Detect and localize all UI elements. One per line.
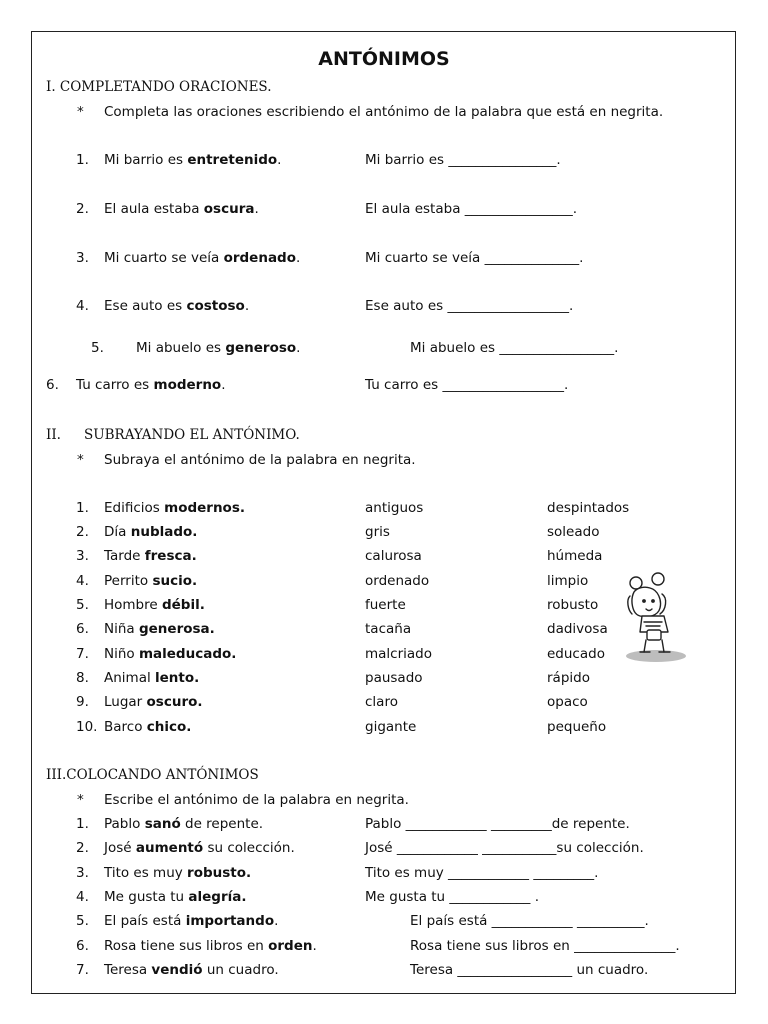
s2-item-word: Tarde fresca.: [104, 548, 197, 564]
s3-item-num: 1.: [76, 816, 89, 832]
s3-item-sentence: Me gusta tu alegría.: [104, 889, 247, 905]
s3-item-answer: José ____________ ___________su colección.: [365, 840, 644, 856]
section3-instruction: Escribe el antónimo de la palabra en negrita.: [104, 792, 409, 808]
s2-option-b[interactable]: pequeño: [547, 719, 607, 735]
s2-item-word: Hombre débil.: [104, 597, 205, 613]
s1-item-sentence: Mi abuelo es generoso.: [136, 340, 301, 356]
s1-item-answer: Mi barrio es ________________.: [365, 152, 561, 168]
s3-item-sentence: José aumentó su colección.: [104, 840, 295, 856]
s2-item-num: 10.: [76, 719, 98, 735]
s2-option-a[interactable]: fuerte: [365, 597, 406, 613]
s2-item-word: Edificios modernos.: [104, 500, 245, 516]
s2-option-a[interactable]: malcriado: [365, 646, 432, 662]
s1-item-answer: Ese auto es __________________.: [365, 298, 574, 314]
section2-heading: SUBRAYANDO EL ANTÓNIMO.: [84, 427, 300, 443]
s2-item-word: Lugar oscuro.: [104, 694, 203, 710]
section1-heading: I. COMPLETANDO ORACIONES.: [46, 79, 272, 95]
s1-item-answer: El aula estaba ________________.: [365, 201, 578, 217]
section2-star: *: [77, 452, 84, 468]
s3-item-sentence: Pablo sanó de repente.: [104, 816, 264, 832]
s3-item-num: 6.: [76, 938, 89, 954]
s2-option-a[interactable]: antiguos: [365, 500, 424, 516]
s2-option-a[interactable]: tacaña: [365, 621, 412, 637]
s3-item-answer: Teresa _________________ un cuadro.: [410, 962, 649, 978]
s2-option-b[interactable]: despintados: [547, 500, 630, 516]
section1-star: *: [77, 104, 84, 120]
s2-item-word: Niño maleducado.: [104, 646, 237, 662]
s2-item-word: Día nublado.: [104, 524, 198, 540]
s2-item-num: 8.: [76, 670, 89, 686]
section1-instruction: Completa las oraciones escribiendo el antónimo de la palabra que está en negrita.: [104, 104, 664, 120]
s2-option-a[interactable]: calurosa: [365, 548, 422, 564]
s3-item-answer: Rosa tiene sus libros en _______________.: [410, 938, 680, 954]
s3-item-sentence: Teresa vendió un cuadro.: [104, 962, 279, 978]
s1-item-num: 6.: [46, 377, 59, 393]
s2-item-word: Barco chico.: [104, 719, 192, 735]
s2-option-b[interactable]: opaco: [547, 694, 588, 710]
s2-option-b[interactable]: húmeda: [547, 548, 603, 564]
s1-item-num: 3.: [76, 250, 89, 266]
s3-item-num: 2.: [76, 840, 89, 856]
s2-option-a[interactable]: pausado: [365, 670, 423, 686]
s3-item-answer: Tito es muy ____________ _________.: [365, 865, 599, 881]
section2-instruction: Subraya el antónimo de la palabra en negrita.: [104, 452, 416, 468]
girl-illustration: [622, 570, 688, 665]
page-title: ANTÓNIMOS: [318, 48, 450, 70]
s3-item-answer: El país está ____________ __________.: [410, 913, 649, 929]
s1-item-num: 5.: [91, 340, 104, 356]
s1-item-sentence: Mi cuarto se veía ordenado.: [104, 250, 301, 266]
s2-item-word: Perrito sucio.: [104, 573, 198, 589]
s1-item-answer: Mi cuarto se veía ______________.: [365, 250, 584, 266]
s3-item-num: 5.: [76, 913, 89, 929]
s2-option-b[interactable]: educado: [547, 646, 605, 662]
s2-option-b[interactable]: limpio: [547, 573, 589, 589]
s3-item-sentence: Rosa tiene sus libros en orden.: [104, 938, 317, 954]
s2-item-num: 7.: [76, 646, 89, 662]
s1-item-num: 4.: [76, 298, 89, 314]
s1-item-num: 1.: [76, 152, 89, 168]
s3-item-num: 7.: [76, 962, 89, 978]
s2-item-num: 1.: [76, 500, 89, 516]
s3-item-answer: Pablo ____________ _________de repente.: [365, 816, 630, 832]
s2-option-b[interactable]: soleado: [547, 524, 600, 540]
s2-item-num: 2.: [76, 524, 89, 540]
s2-item-num: 6.: [76, 621, 89, 637]
s2-item-word: Niña generosa.: [104, 621, 215, 637]
section2-heading-num: II.: [46, 427, 61, 443]
s1-item-answer: Mi abuelo es _________________.: [410, 340, 619, 356]
s1-item-sentence: Mi barrio es entretenido.: [104, 152, 282, 168]
s2-option-a[interactable]: gris: [365, 524, 390, 540]
s2-option-a[interactable]: gigante: [365, 719, 417, 735]
s1-item-sentence: Ese auto es costoso.: [104, 298, 250, 314]
s3-item-num: 3.: [76, 865, 89, 881]
s3-item-num: 4.: [76, 889, 89, 905]
s2-option-b[interactable]: dadivosa: [547, 621, 608, 637]
section3-heading: III.COLOCANDO ANTÓNIMOS: [46, 767, 259, 783]
s2-item-num: 5.: [76, 597, 89, 613]
s2-option-b[interactable]: robusto: [547, 597, 599, 613]
s1-item-answer: Tu carro es __________________.: [365, 377, 569, 393]
s2-option-a[interactable]: ordenado: [365, 573, 430, 589]
s2-item-num: 9.: [76, 694, 89, 710]
s1-item-sentence: Tu carro es moderno.: [76, 377, 226, 393]
s1-item-num: 2.: [76, 201, 89, 217]
s3-item-sentence: El país está importando.: [104, 913, 279, 929]
s1-item-sentence: El aula estaba oscura.: [104, 201, 259, 217]
s2-option-b[interactable]: rápido: [547, 670, 590, 686]
s3-item-answer: Me gusta tu ____________ .: [365, 889, 539, 905]
s2-option-a[interactable]: claro: [365, 694, 398, 710]
s2-item-num: 4.: [76, 573, 89, 589]
s3-item-sentence: Tito es muy robusto.: [104, 865, 252, 881]
s2-item-num: 3.: [76, 548, 89, 564]
section3-star: *: [77, 792, 84, 808]
s2-item-word: Animal lento.: [104, 670, 200, 686]
